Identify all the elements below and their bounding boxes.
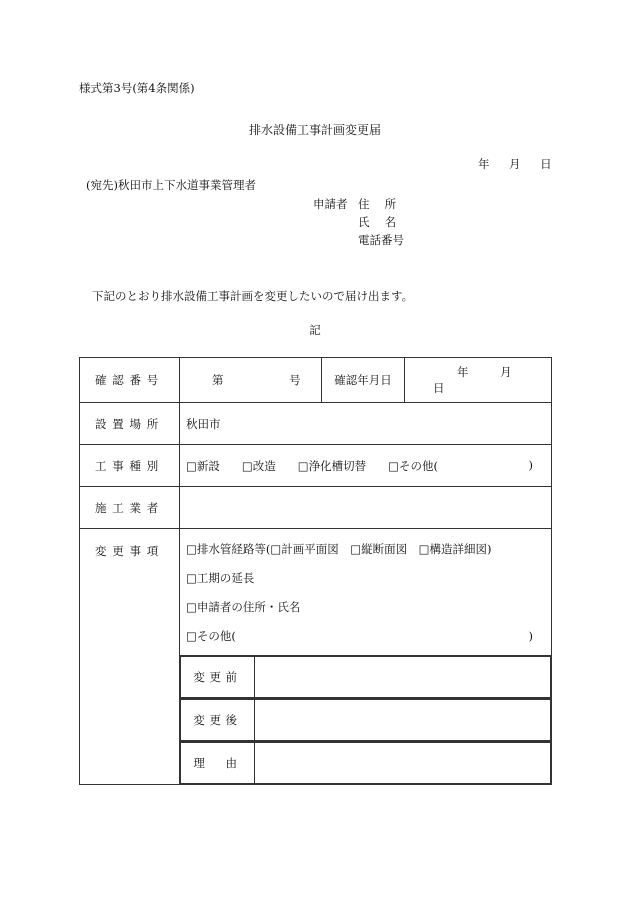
before-label: 変更前 xyxy=(181,657,255,698)
contractor-label: 施工業者 xyxy=(80,487,180,529)
change-item-drainage-checkbox[interactable]: □排水管経路等(□計画平面図 □縦断面図 □構造詳細図) xyxy=(186,542,492,556)
work-type-label: 工事種別 xyxy=(80,445,180,487)
statement: 下記のとおり排水設備工事計画を変更したいので届け出ます。 xyxy=(92,289,414,303)
change-form-table xyxy=(79,357,552,785)
change-other-close-paren: ) xyxy=(528,629,533,643)
confirm-no-go: 号 xyxy=(289,373,301,387)
contractor-row xyxy=(80,487,552,529)
work-type-new-checkbox[interactable]: □新設 xyxy=(186,458,220,473)
change-item-other-line xyxy=(186,622,551,651)
applicant-label: 申請者 xyxy=(313,197,348,211)
confirm-no-label: 確認番号 xyxy=(80,358,180,403)
addressee: (宛先)秋田市上下水道事業管理者 xyxy=(86,178,256,192)
before-cell xyxy=(180,656,552,699)
change-item-other-checkbox[interactable]: □その他( xyxy=(186,629,236,643)
change-item-applicant-checkbox[interactable]: □申請者の住所・氏名 xyxy=(186,600,301,614)
reason-cell xyxy=(180,742,552,785)
confirm-date-hi: 日 xyxy=(433,381,445,395)
change-item-extension-checkbox[interactable]: □工期の延長 xyxy=(186,571,255,585)
work-type-septic-checkbox[interactable]: □浄化槽切替 xyxy=(297,458,367,473)
change-items-row xyxy=(80,529,552,656)
form-number: 様式第3号(第4条関係) xyxy=(79,81,195,95)
confirm-date-nen: 年 xyxy=(457,365,469,379)
phone-label: 電話番号 xyxy=(358,233,404,247)
confirm-no-dai: 第 xyxy=(212,373,224,387)
ki-label: 記 xyxy=(309,323,321,337)
location-row xyxy=(80,403,552,445)
work-type-other-checkbox[interactable]: □その他( xyxy=(388,458,438,473)
change-label: 変更事項 xyxy=(80,529,180,785)
reason-value[interactable] xyxy=(255,743,551,784)
before-value[interactable] xyxy=(255,657,551,698)
form-title: 排水設備工事計画変更届 xyxy=(248,123,381,137)
confirm-date-label: 確認年月日 xyxy=(322,358,405,403)
name-label: 氏 名 xyxy=(358,215,397,229)
work-type-row xyxy=(80,445,552,487)
work-type-close-paren: ) xyxy=(528,458,533,472)
confirm-row xyxy=(80,358,552,403)
confirm-no-cell[interactable] xyxy=(180,358,322,403)
change-items-cell xyxy=(180,529,552,656)
confirm-date-tsuki: 月 xyxy=(500,365,512,379)
contractor-value[interactable] xyxy=(180,487,552,529)
location-value[interactable]: 秋田市 xyxy=(180,403,552,445)
after-label: 変更後 xyxy=(181,700,255,741)
work-type-modify-checkbox[interactable]: □改造 xyxy=(241,458,276,473)
confirm-date-cell[interactable] xyxy=(405,358,552,403)
address-label: 住 所 xyxy=(358,197,397,211)
reason-label: 理 由 xyxy=(181,743,255,784)
work-type-options xyxy=(180,445,552,487)
location-label: 設置場所 xyxy=(80,403,180,445)
after-cell xyxy=(180,699,552,742)
date-line: 年 月 日 xyxy=(478,157,556,171)
after-value[interactable] xyxy=(255,700,551,741)
